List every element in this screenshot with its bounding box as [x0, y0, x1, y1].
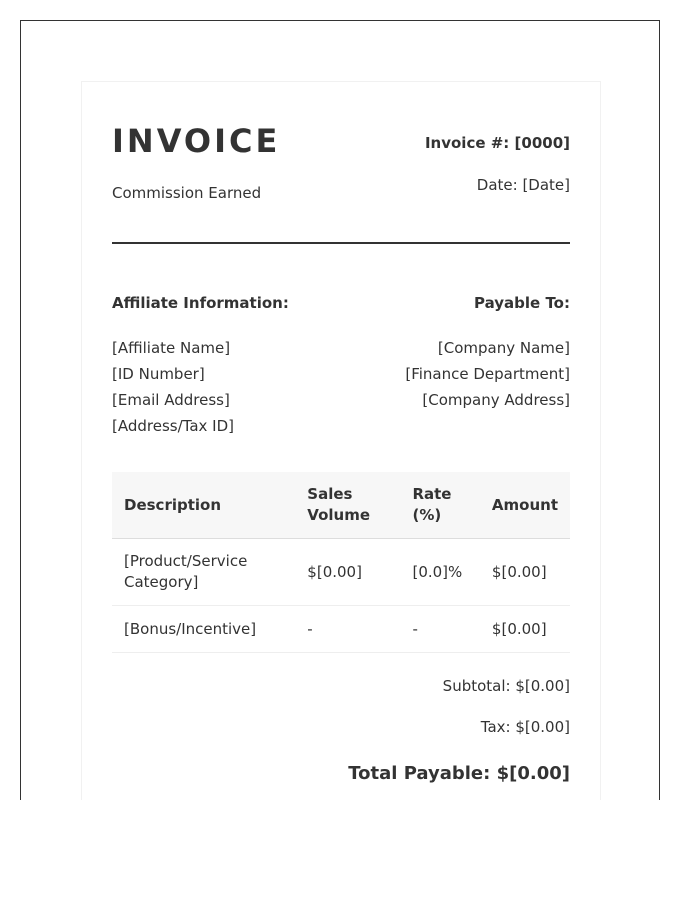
cell-amount: $[0.00] [480, 539, 570, 606]
invoice-header [112, 122, 570, 242]
cell-sales-volume: - [295, 606, 400, 653]
table-row [112, 539, 570, 606]
affiliate-name: [Affiliate Name] [112, 339, 231, 357]
invoice-number: Invoice #: [0000] [424, 134, 570, 152]
affiliate-id: [ID Number] [112, 365, 205, 383]
invoice-title: INVOICE [112, 122, 281, 160]
cell-sales-volume: $[0.00] [295, 539, 400, 606]
cell-rate: [0.0]% [400, 539, 479, 606]
total-payable: Total Payable: $[0.00] [348, 763, 570, 784]
affiliate-address: [Address/Tax ID] [112, 417, 234, 435]
parties-section [112, 242, 570, 472]
finance-department: [Finance Department] [405, 365, 570, 383]
affiliate-details [112, 335, 234, 439]
totals-section [112, 677, 570, 784]
document-frame [20, 20, 660, 800]
tax: Tax: $[0.00] [480, 718, 570, 736]
line-items-table [112, 472, 570, 653]
affiliate-email: [Email Address] [112, 391, 230, 409]
cell-rate: - [400, 606, 479, 653]
header-rate: Rate (%) [400, 472, 479, 539]
cell-amount: $[0.00] [480, 606, 570, 653]
payable-to-heading: Payable To: [474, 294, 570, 312]
table-row [112, 606, 570, 653]
header-description: Description [112, 472, 295, 539]
header-amount: Amount [480, 472, 570, 539]
invoice-subtitle: Commission Earned [112, 184, 262, 202]
payable-to-details [405, 335, 570, 413]
affiliate-heading: Affiliate Information: [112, 294, 289, 312]
subtotal: Subtotal: $[0.00] [442, 677, 570, 695]
company-address: [Company Address] [422, 391, 570, 409]
header-sales-volume: Sales Volume [295, 472, 400, 539]
company-name: [Company Name] [437, 339, 570, 357]
cell-description: [Product/Service Category] [112, 539, 295, 606]
invoice-page [81, 81, 601, 800]
invoice-date: Date: [Date] [476, 176, 570, 194]
cell-description: [Bonus/Incentive] [112, 606, 295, 653]
table-header-row [112, 472, 570, 539]
